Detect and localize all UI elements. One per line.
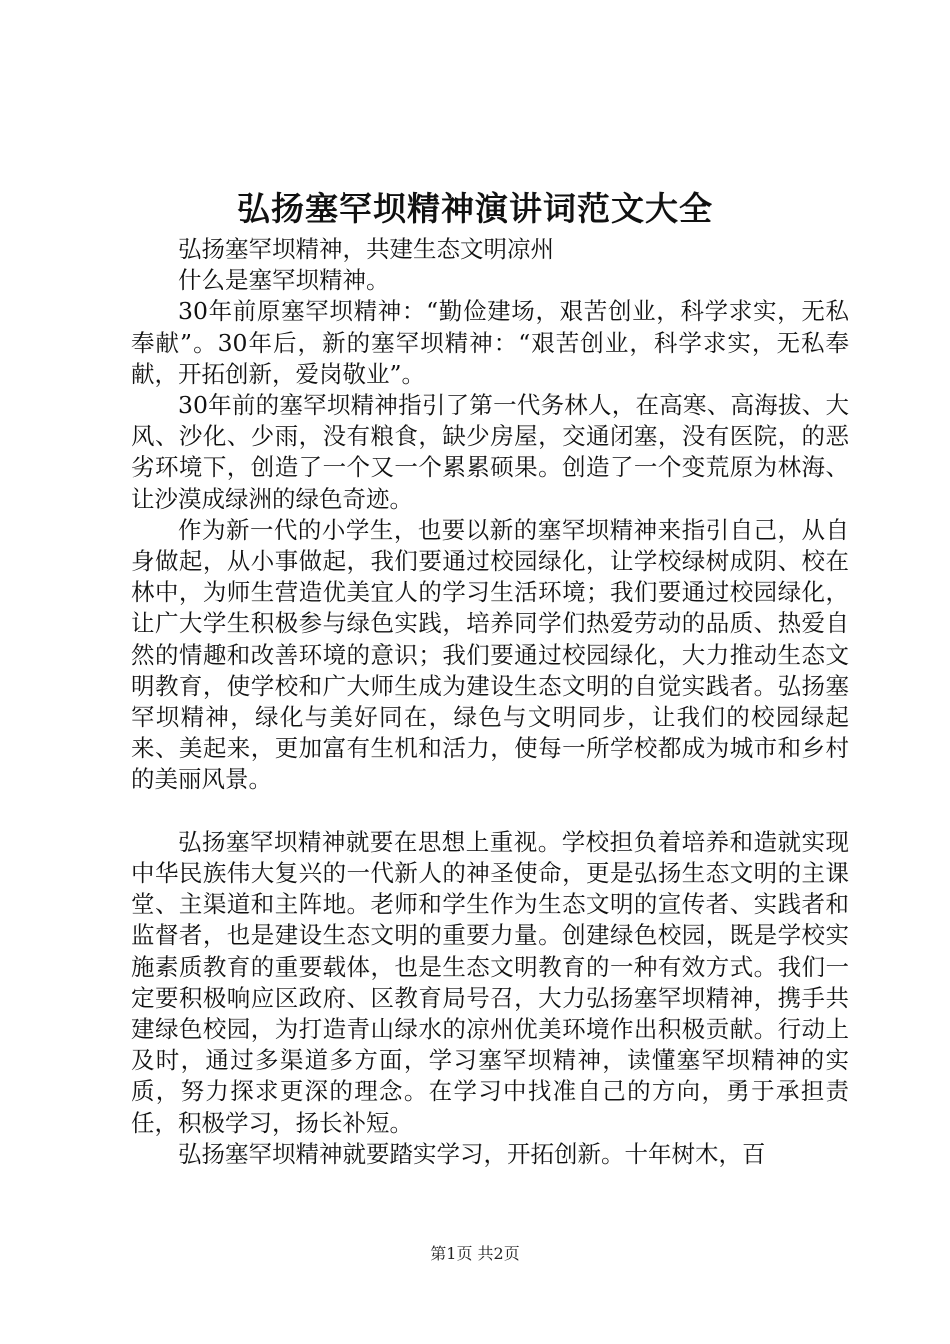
paragraph: 作为新一代的小学生，也要以新的塞罕坝精神来指引自己，从自身做起，从小事做起，我们要通过校园绿化，让学校绿树成阴、校在林中，为师生营造优美宜人的学习生活环境；我们要通过校园绿化，让广大学生积极参与绿色实践，培养同学们热爱劳动的品质、热爱自然的情趣和改善环境的意识；我们要通过校园绿化，大力推动生态文明教育，使学校和广大师生成为建设生态文明的自觉实践者。弘扬塞罕坝精神，绿化与美好同在，绿色与文明同步，让我们的校园绿起来、美起来，更加富有生机和活力，使每一所学校都成为城市和乡村的美丽风景。 bbox=[131, 515, 849, 794]
paragraph-subtitle: 弘扬塞罕坝精神，共建生态文明凉州 bbox=[178, 235, 554, 263]
document-title: 弘扬塞罕坝精神演讲词范文大全 bbox=[237, 189, 713, 228]
paragraph: 30年前原塞罕坝精神：“勤俭建场，艰苦创业，科学求实，无私奉献”。30年后，新的塞罕坝精神：“艰苦创业，科学求实，无私奉献，开拓创新，爱岗敬业”。 bbox=[131, 297, 849, 388]
paragraph: 30年前的塞罕坝精神指引了第一代务林人，在高寒、高海拔、大风、沙化、少雨，没有粮食，缺少房屋，交通闭塞，没有医院，的恶劣环境下，创造了一个又一个累累硕果。创造了一个变荒原为林海、让沙漠成绿洲的绿色奇迹。 bbox=[131, 391, 849, 513]
paragraph: 什么是塞罕坝精神。 bbox=[178, 266, 390, 295]
page-number-footer: 第1页 共2页 bbox=[430, 1244, 520, 1263]
paragraph: 弘扬塞罕坝精神就要在思想上重视。学校担负着培养和造就实现中华民族伟大复兴的一代新人的神圣使命，更是弘扬生态文明的主课堂、主渠道和主阵地。老师和学生作为生态文明的宣传者、实践者和监督者，也是建设生态文明的重要力量。创建绿色校园，既是学校实施素质教育的重要载体，也是生态文明教育的一种有效方式。我们一定要积极响应区政府、区教育局号召，大力弘扬塞罕坝精神，携手共建绿色校园，为打造青山绿水的凉州优美环境作出积极贡献。行动上及时，通过多渠道多方面，学习塞罕坝精神，读懂塞罕坝精神的实质，努力探求更深的理念。在学习中找准自己的方向，勇于承担责任，积极学习，扬长补短。 bbox=[131, 827, 849, 1137]
document-body bbox=[131, 234, 849, 1170]
paragraph: 弘扬塞罕坝精神就要踏实学习，开拓创新。十年树木，百 bbox=[178, 1139, 766, 1168]
